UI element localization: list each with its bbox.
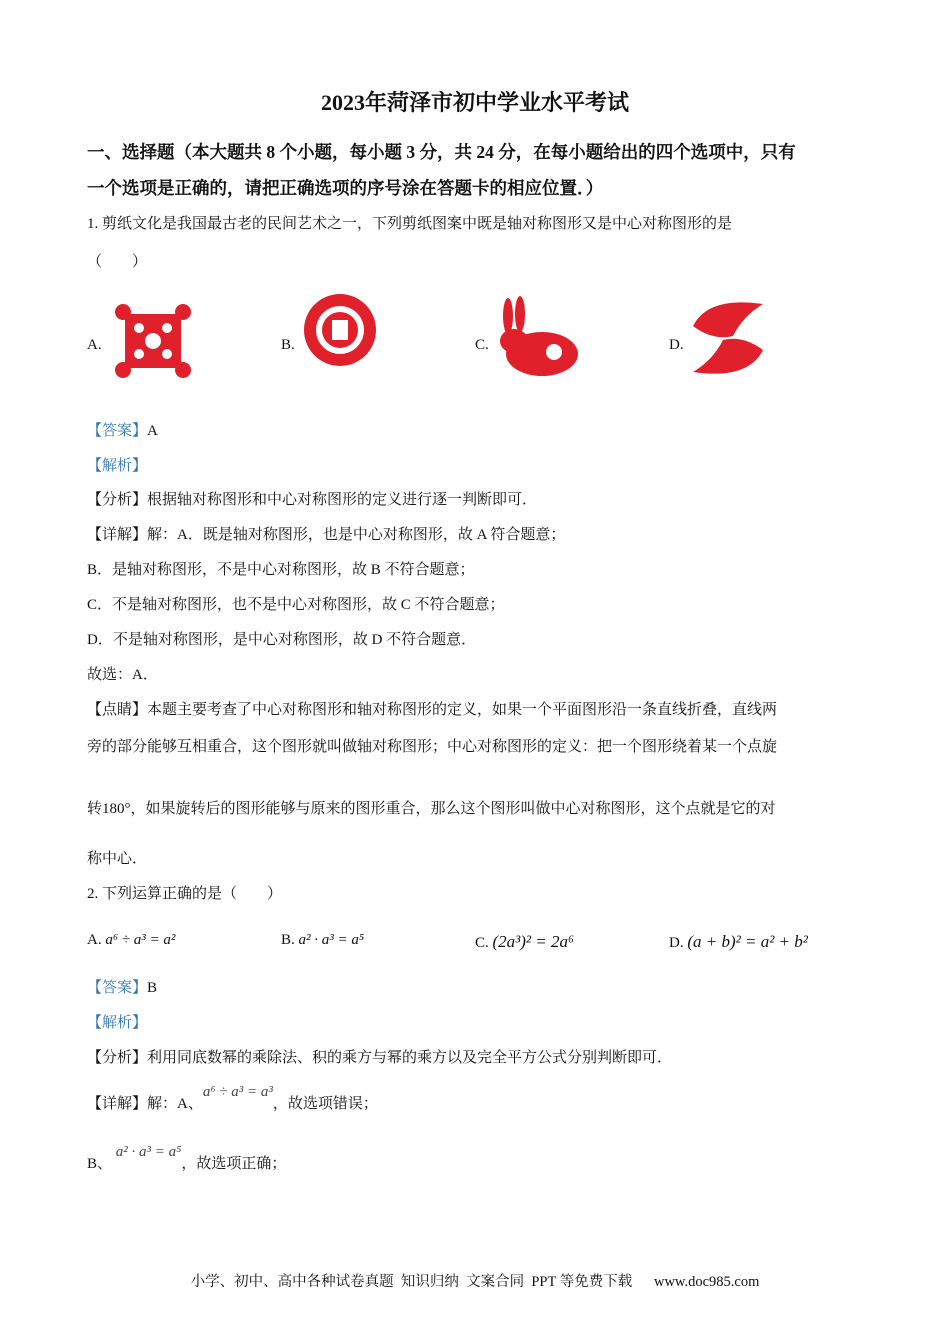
q1-line: C．不是轴对称图形，也不是中心对称图形，故 C 不符合题意； [87, 597, 505, 613]
option-expr: a⁶ ÷ a³ = a² [105, 932, 176, 948]
page-footer: 小学、初中、高中各种试卷真题 知识归纳 文案合同 PPT 等免费下载 www.doc985.com [190, 1274, 760, 1290]
papercut-a-image [113, 302, 193, 380]
q2-analysis-tag: 【解析】 [87, 1015, 148, 1031]
q1-line: 称中心． [87, 851, 148, 867]
q1-stem: 1. 剪纸文化是我国最古老的民间艺术之一，下列剪纸图案中既是轴对称图形又是中心对称图形的是 [87, 216, 733, 232]
section-heading-line2: 一个选项是正确的，请把正确选项的序号涂在答题卡的相应位置．） [87, 178, 604, 198]
answer-value: A [147, 423, 158, 439]
q1-option-a-label: A. [87, 337, 102, 353]
section-heading-line1: 一、选择题（本大题共 8 个小题，每小题 3 分，共 24 分，在每小题给出的四个选项中，只有 [87, 142, 796, 162]
papercut-b-image [302, 292, 378, 368]
q1-line: D．不是轴对称图形，是中心对称图形，故 D 不符合题意． [87, 632, 477, 648]
q1-option-d-label: D. [669, 337, 684, 353]
q1-line: 【详解】解：A．既是轴对称图形，也是中心对称图形，故 A 符合题意； [87, 527, 566, 543]
q2-detail-b [87, 1144, 287, 1174]
q1-analysis-tag: 【解析】 [87, 458, 148, 474]
q2-option-a [87, 932, 175, 949]
papercut-c-image [494, 296, 582, 380]
detail-prefix: B、 [87, 1156, 113, 1172]
q1-option-c-label: C. [475, 337, 489, 353]
q1-line: B．是轴对称图形，不是中心对称图形，故 B 不符合题意； [87, 562, 475, 578]
q2-option-c [475, 932, 574, 952]
q2-analysis: 【分析】利用同底数幂的乘除法、积的乘方与幂的乘方以及完全平方公式分别判断即可． [87, 1050, 673, 1066]
q1-line: 旁的部分能够互相重合，这个图形就叫做轴对称图形；中心对称图形的定义：把一个图形绕着某一个点旋 [87, 739, 778, 755]
papercut-d-image [688, 296, 768, 380]
q1-line: 【点睛】本题主要考查了中心对称图形和轴对称图形的定义，如果一个平面图形沿一条直线折叠，直线两 [87, 702, 778, 718]
detail-suffix: ，故选项错误； [272, 1096, 378, 1112]
q1-option-b-label: B. [281, 337, 295, 353]
q1-answer [87, 421, 158, 441]
q2-detail-a [87, 1084, 378, 1114]
option-expr: a² · a³ = a⁵ [298, 932, 365, 948]
answer-tag: 【答案】 [87, 423, 148, 439]
option-label: B. [281, 932, 295, 948]
q1-line: 故选：A． [87, 667, 158, 683]
detail-expr: a² · a³ = a⁵ [115, 1144, 182, 1160]
q2-answer [87, 978, 157, 998]
option-expr: (a + b)² = a² + b² [687, 932, 808, 951]
option-label: D. [669, 935, 684, 951]
q2-stem: 2. 下列运算正确的是（ ） [87, 886, 283, 902]
detail-expr: a⁶ ÷ a³ = a³ [202, 1084, 273, 1100]
q1-paren: （ ） [87, 254, 148, 270]
detail-suffix: ，故选项正确； [181, 1156, 287, 1172]
answer-tag: 【答案】 [87, 980, 148, 996]
option-expr: (2a³)² = 2a⁶ [492, 932, 574, 951]
q2-option-d [669, 932, 808, 952]
q2-option-b [281, 932, 364, 949]
option-label: C. [475, 935, 489, 951]
answer-value: B [147, 980, 158, 996]
q1-line: 转180°，如果旋转后的图形能够与原来的图形重合，那么这个图形叫做中心对称图形，这个点就是它的对 [87, 801, 776, 817]
q1-line: 【分析】根据轴对称图形和中心对称图形的定义进行逐一判断即可． [87, 492, 538, 508]
option-label: A. [87, 932, 102, 948]
page-title: 2023年菏泽市初中学业水平考试 [320, 90, 629, 115]
detail-prefix: 【详解】解：A、 [87, 1096, 203, 1112]
